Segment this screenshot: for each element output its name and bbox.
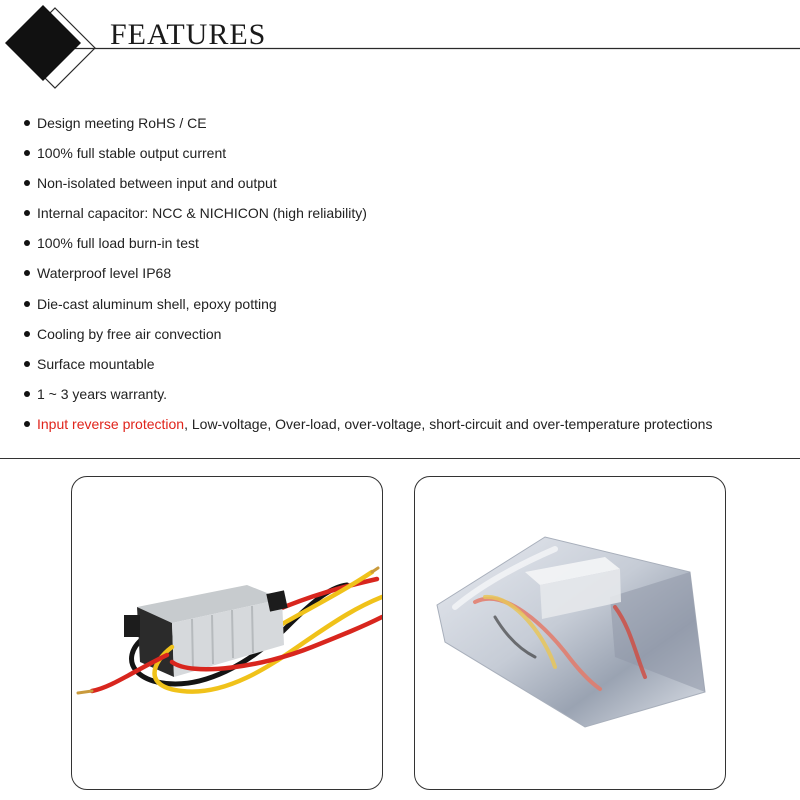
list-item: 100% full stable output current bbox=[22, 143, 792, 173]
list-item: 1 ~ 3 years warranty. bbox=[22, 384, 792, 414]
list-item: Design meeting RoHS / CE bbox=[22, 113, 792, 143]
features-header bbox=[0, 0, 800, 90]
list-item-protections bbox=[22, 414, 792, 444]
list-item: Surface mountable bbox=[22, 354, 792, 384]
bullet-icon bbox=[24, 421, 30, 427]
bullet-icon bbox=[24, 270, 30, 276]
bullet-icon bbox=[24, 361, 30, 367]
list-item: Internal capacitor: NCC & NICHICON (high reliability) bbox=[22, 203, 792, 233]
protections-text: , Low-voltage, Over-load, over-voltage, short-circuit and over-temperature protections bbox=[184, 415, 713, 432]
section-divider bbox=[0, 458, 800, 459]
list-item: 100% full load burn-in test bbox=[22, 233, 792, 263]
bullet-icon bbox=[24, 240, 30, 246]
page-title: FEATURES bbox=[110, 18, 267, 51]
highlight-text: Input reverse protection bbox=[37, 415, 185, 432]
bullet-icon bbox=[24, 391, 30, 397]
list-item: Non-isolated between input and output bbox=[22, 173, 792, 203]
converter-module-illustration bbox=[72, 477, 382, 789]
bullet-icon bbox=[24, 120, 30, 126]
list-item: Cooling by free air convection bbox=[22, 324, 792, 354]
bullet-icon bbox=[24, 301, 30, 307]
features-list bbox=[22, 113, 792, 444]
antistatic-bag-illustration bbox=[415, 477, 725, 789]
product-image-converter bbox=[71, 476, 383, 790]
bullet-icon bbox=[24, 180, 30, 186]
product-image-packaging bbox=[414, 476, 726, 790]
bullet-icon bbox=[24, 210, 30, 216]
list-item: Waterproof level IP68 bbox=[22, 263, 792, 293]
bullet-icon bbox=[24, 150, 30, 156]
bullet-icon bbox=[24, 331, 30, 337]
list-item: Die-cast aluminum shell, epoxy potting bbox=[22, 294, 792, 324]
